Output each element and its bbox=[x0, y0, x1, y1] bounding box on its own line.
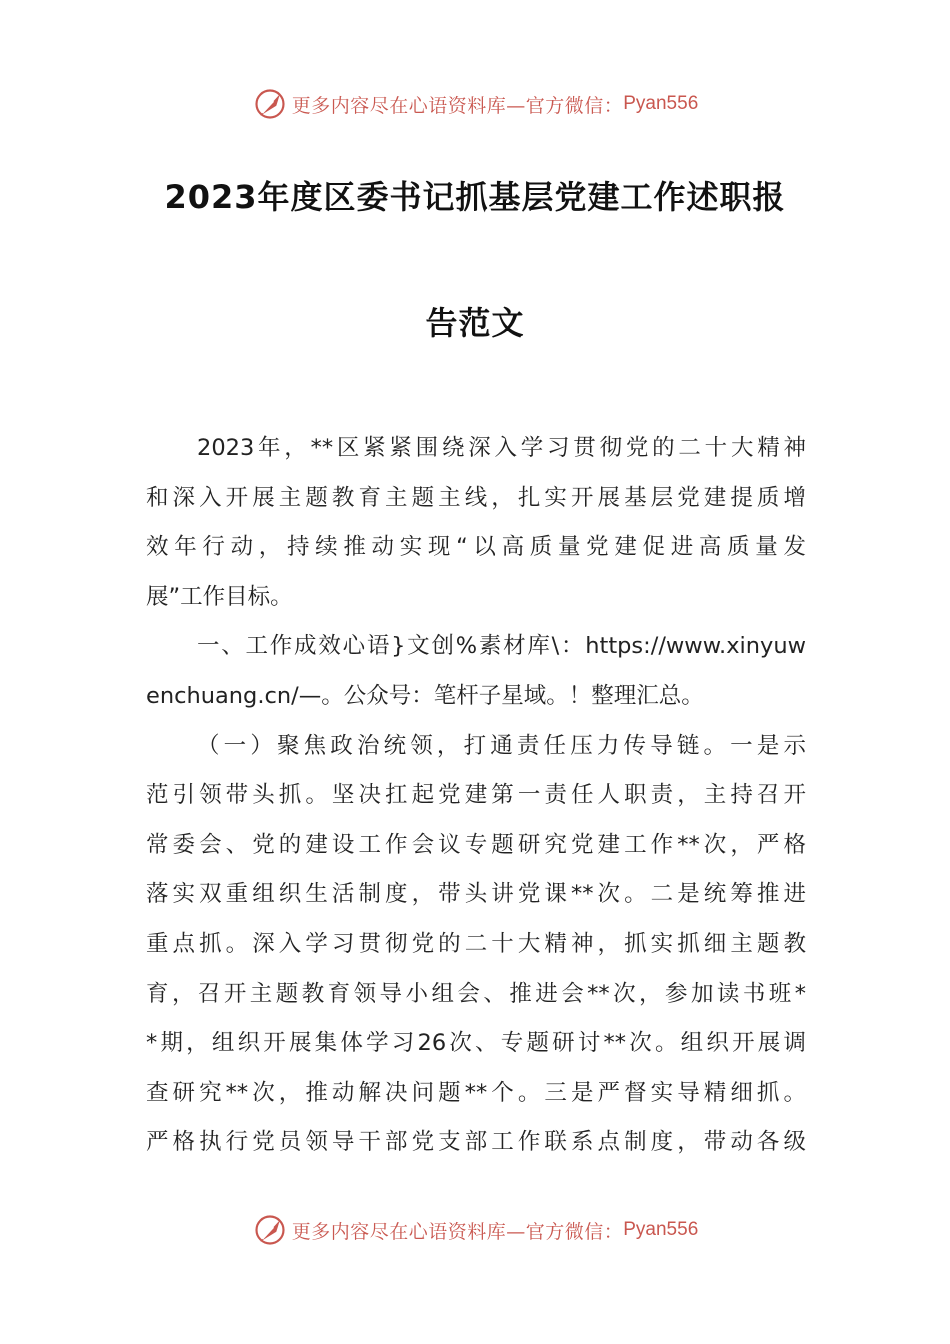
body-line: 落实双重组织生活制度，带头讲党课**次。二是统筹推进 bbox=[146, 881, 806, 908]
body-line: 和深入开展主题教育主题主线，扎实开展基层党建提质增 bbox=[146, 484, 806, 511]
document-title-line-2: 告范文 bbox=[425, 304, 525, 342]
body-line: 范引领带头抓。坚决扛起党建第一责任人职责，主持召开 bbox=[146, 782, 806, 809]
document-title-line-1: 2023年度区委书记抓基层党建工作述职报 bbox=[164, 178, 786, 216]
watermark-header bbox=[0, 84, 950, 124]
watermark-wechat-id: Pyan556 bbox=[623, 1219, 699, 1240]
body-line: 常委会、党的建设工作会议专题研究党建工作**次，严格 bbox=[146, 831, 806, 858]
quill-logo-icon bbox=[252, 1212, 288, 1248]
body-line: 严格执行党员领导干部党支部工作联系点制度，带动各级 bbox=[146, 1129, 806, 1156]
quill-logo-icon bbox=[252, 86, 288, 122]
body-line: 展”工作目标。 bbox=[146, 583, 293, 610]
body-line: enchuang.cn/—。公众号：笔杆子星域。！整理汇总。 bbox=[146, 682, 704, 709]
watermark-footer bbox=[0, 1210, 950, 1250]
body-line: （一）聚焦政治统领，打通责任压力传导链。一是示 bbox=[197, 732, 806, 759]
body-line: 2023年，**区紧紧围绕深入学习贯彻党的二十大精神 bbox=[197, 435, 806, 461]
body-line: 一、工作成效心语}文创%素材库\：https://www.xinyuw bbox=[197, 633, 806, 660]
body-line: 效年行动，持续推动实现“以高质量党建促进高质量发 bbox=[146, 534, 806, 561]
body-line: 育，召开主题教育领导小组会、推进会**次，参加读书班* bbox=[146, 980, 806, 1007]
watermark-wechat-id: Pyan556 bbox=[623, 93, 699, 114]
body-line: 重点抓。深入学习贯彻党的二十大精神，抓实抓细主题教 bbox=[146, 930, 806, 957]
watermark-text: 更多内容尽在心语资料库—官方微信： bbox=[291, 94, 624, 117]
document-body bbox=[146, 424, 806, 1168]
watermark-text: 更多内容尽在心语资料库—官方微信： bbox=[291, 1220, 624, 1243]
body-line: 查研究**次，推动解决问题**个。三是严督实导精细抓。 bbox=[146, 1079, 806, 1106]
body-line: *期，组织开展集体学习26次、专题研讨**次。组织开展调 bbox=[146, 1030, 806, 1057]
